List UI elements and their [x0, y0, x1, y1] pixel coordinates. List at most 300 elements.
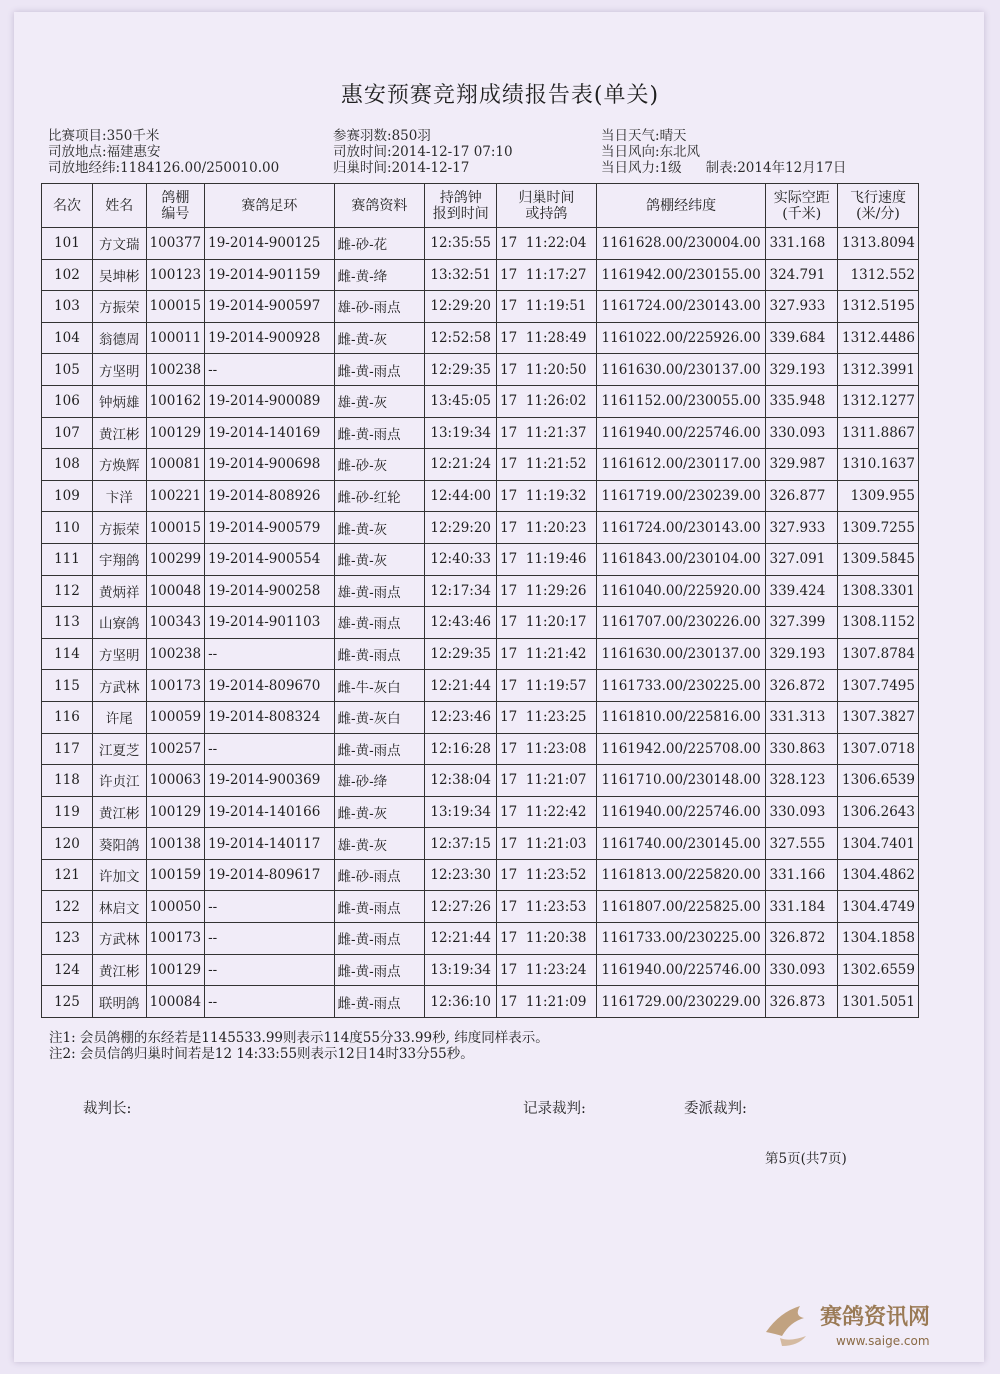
table-cell: 17 11:21:09	[497, 986, 597, 1018]
table-cell: 17 11:20:17	[497, 607, 597, 639]
table-cell: 326.872	[766, 923, 837, 955]
table-cell: 116	[42, 701, 93, 733]
table-cell: 19-2014-901159	[205, 259, 334, 291]
table-cell: 12:29:35	[425, 354, 497, 386]
table-header-row	[42, 184, 919, 228]
table-cell: 黄江彬	[92, 417, 146, 449]
table-cell: 110	[42, 512, 93, 544]
table-cell: 326.872	[766, 670, 837, 702]
table-cell: 331.313	[766, 701, 837, 733]
table-cell: 331.184	[766, 891, 837, 923]
table-cell: 雄-黄-灰	[334, 385, 425, 417]
table-cell: 雌-黄-雨点	[334, 354, 425, 386]
table-cell: 1306.6539	[837, 765, 918, 797]
table-cell: 112	[42, 575, 93, 607]
table-cell: 宇翔鸽	[92, 543, 146, 575]
table-cell: 108	[42, 449, 93, 481]
table-cell: 卞洋	[92, 480, 146, 512]
table-cell: 100162	[146, 385, 205, 417]
table-cell: 1161612.00/230117.00	[596, 449, 766, 481]
table-cell: 19-2014-140169	[205, 417, 334, 449]
table-cell: 黄江彬	[92, 954, 146, 986]
table-cell: 1161813.00/225820.00	[596, 859, 766, 891]
table-cell: 13:19:34	[425, 796, 497, 828]
table-row	[42, 670, 919, 702]
table-cell: 105	[42, 354, 93, 386]
info-item: 参赛羽数:850羽	[333, 128, 431, 144]
table-cell: 方坚明	[92, 638, 146, 670]
table-cell: 雌-黄-灰	[334, 512, 425, 544]
table-cell: 1308.3301	[837, 575, 918, 607]
table-cell: 100343	[146, 607, 205, 639]
table-cell: 19-2014-808926	[205, 480, 334, 512]
table-row	[42, 575, 919, 607]
table-row	[42, 954, 919, 986]
watermark-url: www.saige.com	[836, 1334, 930, 1348]
table-row	[42, 607, 919, 639]
watermark-logo	[760, 1290, 960, 1356]
table-cell: 13:32:51	[425, 259, 497, 291]
table-cell: 100129	[146, 954, 205, 986]
table-cell: 113	[42, 607, 93, 639]
table-cell: 114	[42, 638, 93, 670]
table-cell: 100129	[146, 417, 205, 449]
table-cell: 100138	[146, 828, 205, 860]
table-cell: 12:35:55	[425, 228, 497, 260]
table-cell: 120	[42, 828, 93, 860]
table-cell: 17 11:20:38	[497, 923, 597, 955]
table-cell: 联明鸽	[92, 986, 146, 1018]
table-cell: 330.093	[766, 417, 837, 449]
table-cell: 19-2014-900597	[205, 291, 334, 323]
table-cell: 328.123	[766, 765, 837, 797]
table-cell: 1313.8094	[837, 228, 918, 260]
table-cell: 17 11:29:26	[497, 575, 597, 607]
info-item: 司放地经纬:1184126.00/250010.00	[48, 160, 280, 176]
table-cell: 17 11:21:42	[497, 638, 597, 670]
info-column-1	[48, 128, 279, 176]
table-cell: 12:44:00	[425, 480, 497, 512]
table-cell: 12:21:44	[425, 923, 497, 955]
table-cell: 1312.5195	[837, 291, 918, 323]
info-column-2	[333, 128, 513, 176]
table-cell: 1312.1277	[837, 385, 918, 417]
table-cell: 19-2014-900928	[205, 322, 334, 354]
table-cell: 17 11:21:03	[497, 828, 597, 860]
table-cell: 1307.0718	[837, 733, 918, 765]
info-item: 司放时间:2014-12-17 07:10	[333, 144, 513, 160]
table-row	[42, 733, 919, 765]
table-cell: 1161152.00/230055.00	[596, 385, 766, 417]
table-cell: 117	[42, 733, 93, 765]
table-cell: 1161940.00/225746.00	[596, 796, 766, 828]
table-cell: 1302.6559	[837, 954, 918, 986]
table-cell: 19-2014-808324	[205, 701, 334, 733]
table-cell: 方振荣	[92, 512, 146, 544]
table-cell: 12:37:15	[425, 828, 497, 860]
table-cell: 雄-黄-雨点	[334, 575, 425, 607]
table-cell: 1161729.00/230229.00	[596, 986, 766, 1018]
table-cell: 100299	[146, 543, 205, 575]
table-cell: 1161807.00/225825.00	[596, 891, 766, 923]
table-cell: 雌-黄-灰白	[334, 701, 425, 733]
table-cell: 12:21:24	[425, 449, 497, 481]
table-cell: 12:29:20	[425, 291, 497, 323]
table-cell: 103	[42, 291, 93, 323]
table-cell: 17 11:19:51	[497, 291, 597, 323]
table-cell: 1161040.00/225920.00	[596, 575, 766, 607]
table-cell: 326.873	[766, 986, 837, 1018]
table-cell: 1161022.00/225926.00	[596, 322, 766, 354]
table-cell: 109	[42, 480, 93, 512]
table-cell: 1161740.00/230145.00	[596, 828, 766, 860]
table-cell: 100015	[146, 291, 205, 323]
table-cell: 19-2014-140117	[205, 828, 334, 860]
table-cell: 1304.4749	[837, 891, 918, 923]
table-row	[42, 986, 919, 1018]
table-cell: --	[205, 891, 334, 923]
table-cell: 1161733.00/230225.00	[596, 923, 766, 955]
table-cell: 1309.5845	[837, 543, 918, 575]
table-cell: 17 11:21:07	[497, 765, 597, 797]
table-row	[42, 828, 919, 860]
table-cell: --	[205, 986, 334, 1018]
table-cell: 12:43:46	[425, 607, 497, 639]
table-cell: 黄江彬	[92, 796, 146, 828]
results-table	[41, 183, 919, 1018]
table-cell: 雌-黄-灰	[334, 322, 425, 354]
table-cell: 111	[42, 543, 93, 575]
table-cell: 17 11:22:42	[497, 796, 597, 828]
table-cell: 雌-砂-灰	[334, 449, 425, 481]
table-cell: 100081	[146, 449, 205, 481]
table-cell: --	[205, 354, 334, 386]
table-cell: 12:21:44	[425, 670, 497, 702]
table-cell: 1308.1152	[837, 607, 918, 639]
table-cell: 100238	[146, 354, 205, 386]
table-cell: 115	[42, 670, 93, 702]
table-cell: 122	[42, 891, 93, 923]
table-cell: 125	[42, 986, 93, 1018]
table-cell: --	[205, 923, 334, 955]
table-cell: 1161630.00/230137.00	[596, 354, 766, 386]
table-cell: 329.193	[766, 638, 837, 670]
info-item: 当日风向:东北风	[601, 144, 701, 160]
table-cell: 100063	[146, 765, 205, 797]
table-cell: 339.684	[766, 322, 837, 354]
table-cell: 100129	[146, 796, 205, 828]
table-cell: 江夏芝	[92, 733, 146, 765]
table-cell: 1161710.00/230148.00	[596, 765, 766, 797]
table-cell: 19-2014-900579	[205, 512, 334, 544]
table-cell: 17 11:28:49	[497, 322, 597, 354]
table-cell: 102	[42, 259, 93, 291]
table-cell: 104	[42, 322, 93, 354]
table-cell: 12:23:46	[425, 701, 497, 733]
table-cell: 1312.4486	[837, 322, 918, 354]
table-row	[42, 385, 919, 417]
table-cell: 19-2014-901103	[205, 607, 334, 639]
table-cell: 方武林	[92, 670, 146, 702]
table-cell: 100257	[146, 733, 205, 765]
table-cell: 雌-黄-雨点	[334, 417, 425, 449]
table-cell: 1161719.00/230239.00	[596, 480, 766, 512]
table-cell: 雌-黄-雨点	[334, 986, 425, 1018]
table-cell: 1161707.00/230226.00	[596, 607, 766, 639]
table-cell: 12:17:34	[425, 575, 497, 607]
table-cell: 1307.7495	[837, 670, 918, 702]
table-row	[42, 322, 919, 354]
table-cell: 106	[42, 385, 93, 417]
table-cell: 雌-黄-雨点	[334, 638, 425, 670]
table-cell: 100238	[146, 638, 205, 670]
table-cell: 17 11:23:08	[497, 733, 597, 765]
appointed-referee-label: 委派裁判:	[684, 1101, 747, 1117]
table-cell: 121	[42, 859, 93, 891]
table-cell: 335.948	[766, 385, 837, 417]
table-cell: 100084	[146, 986, 205, 1018]
table-cell: 1161940.00/225746.00	[596, 417, 766, 449]
table-cell: 方坚明	[92, 354, 146, 386]
table-cell: 12:29:35	[425, 638, 497, 670]
table-cell: 1306.2643	[837, 796, 918, 828]
table-cell: 17 11:23:53	[497, 891, 597, 923]
table-cell: 1161942.00/225708.00	[596, 733, 766, 765]
watermark-name: 赛鸽资讯网	[820, 1305, 931, 1330]
table-cell: 100048	[146, 575, 205, 607]
table-row	[42, 638, 919, 670]
table-cell: 100159	[146, 859, 205, 891]
table-cell: 100011	[146, 322, 205, 354]
column-header: 鸽棚经纬度	[596, 184, 766, 228]
table-cell: 雌-黄-雨点	[334, 954, 425, 986]
table-cell: 107	[42, 417, 93, 449]
page-number: 第5页(共7页)	[765, 1151, 847, 1167]
table-cell: 1161733.00/230225.00	[596, 670, 766, 702]
table-cell: 17 11:23:52	[497, 859, 597, 891]
table-cell: 17 11:19:46	[497, 543, 597, 575]
table-cell: 1161942.00/230155.00	[596, 259, 766, 291]
table-cell: 12:16:28	[425, 733, 497, 765]
table-row	[42, 449, 919, 481]
table-cell: 17 11:20:50	[497, 354, 597, 386]
table-cell: 19-2014-809617	[205, 859, 334, 891]
note-2: 注2: 会员信鸽归巢时间若是12 14:33:55则表示12日14时33分55秒。	[49, 1046, 474, 1062]
table-cell: 雌-砂-雨点	[334, 859, 425, 891]
table-row	[42, 701, 919, 733]
table-row	[42, 765, 919, 797]
table-cell: 101	[42, 228, 93, 260]
table-cell: 1301.5051	[837, 986, 918, 1018]
table-cell: 1311.8867	[837, 417, 918, 449]
chief-referee-label: 裁判长:	[83, 1101, 132, 1117]
table-cell: 雌-黄-灰	[334, 796, 425, 828]
column-header: 鸽棚 编号	[146, 184, 205, 228]
table-cell: 翁德周	[92, 322, 146, 354]
info-item: 司放地点:福建惠安	[48, 144, 161, 160]
note-1: 注1: 会员鸽棚的东经若是1145533.99则表示114度55分33.99秒, 纬度同样表示。	[49, 1030, 549, 1046]
made-date: 2014年12月17日	[737, 160, 847, 176]
table-cell: 1161630.00/230137.00	[596, 638, 766, 670]
table-cell: 山寮鸽	[92, 607, 146, 639]
table-cell: 100173	[146, 670, 205, 702]
table-cell: 钟炳雄	[92, 385, 146, 417]
table-cell: 许加文	[92, 859, 146, 891]
table-cell: 19-2014-900125	[205, 228, 334, 260]
table-cell: 12:40:33	[425, 543, 497, 575]
table-cell: 1161724.00/230143.00	[596, 291, 766, 323]
table-cell: 12:23:30	[425, 859, 497, 891]
table-cell: 12:52:58	[425, 322, 497, 354]
table-cell: 329.987	[766, 449, 837, 481]
table-cell: 19-2014-900258	[205, 575, 334, 607]
table-cell: 雄-黄-雨点	[334, 607, 425, 639]
column-header: 归巢时间 或持鸽	[497, 184, 597, 228]
pigeon-icon	[760, 1292, 820, 1352]
table-cell: 雄-黄-灰	[334, 828, 425, 860]
column-header: 赛鸽足环	[205, 184, 334, 228]
table-cell: 118	[42, 765, 93, 797]
table-cell: 12:36:10	[425, 986, 497, 1018]
table-cell: 326.877	[766, 480, 837, 512]
column-header: 赛鸽资料	[334, 184, 425, 228]
table-cell: 123	[42, 923, 93, 955]
table-cell: 雌-黄-雨点	[334, 733, 425, 765]
table-cell: 雌-砂-花	[334, 228, 425, 260]
table-cell: 327.399	[766, 607, 837, 639]
table-cell: 17 11:21:52	[497, 449, 597, 481]
table-row	[42, 796, 919, 828]
table-row	[42, 512, 919, 544]
table-cell: 100015	[146, 512, 205, 544]
info-item: 比赛项目:350千米	[48, 128, 160, 144]
made-label: 制表:	[705, 160, 738, 176]
column-header: 姓名	[92, 184, 146, 228]
table-cell: 葵阳鸽	[92, 828, 146, 860]
table-cell: --	[205, 954, 334, 986]
table-cell: 黄炳祥	[92, 575, 146, 607]
table-cell: 327.555	[766, 828, 837, 860]
table-row	[42, 859, 919, 891]
table-cell: 1304.7401	[837, 828, 918, 860]
table-cell: 方振荣	[92, 291, 146, 323]
table-cell: 雌-牛-灰白	[334, 670, 425, 702]
table-cell: 林启文	[92, 891, 146, 923]
info-item: 当日天气:晴天	[601, 128, 687, 144]
table-cell: 100173	[146, 923, 205, 955]
table-cell: 雄-砂-绛	[334, 765, 425, 797]
table-cell: --	[205, 733, 334, 765]
table-cell: --	[205, 638, 334, 670]
table-row	[42, 480, 919, 512]
table-cell: 324.791	[766, 259, 837, 291]
table-row	[42, 228, 919, 260]
table-cell: 1312.552	[837, 259, 918, 291]
table-cell: 330.093	[766, 954, 837, 986]
column-header: 实际空距 (千米)	[766, 184, 837, 228]
table-row	[42, 417, 919, 449]
table-cell: 雄-砂-雨点	[334, 291, 425, 323]
table-cell: 327.933	[766, 291, 837, 323]
info-item: 归巢时间:2014-12-17	[333, 160, 470, 176]
table-cell: 方焕辉	[92, 449, 146, 481]
notes	[49, 1030, 549, 1062]
table-cell: 100221	[146, 480, 205, 512]
table-cell: 1309.7255	[837, 512, 918, 544]
table-cell: 329.193	[766, 354, 837, 386]
column-header: 持鸽钟 报到时间	[425, 184, 497, 228]
table-cell: 100059	[146, 701, 205, 733]
table-cell: 方武林	[92, 923, 146, 955]
column-header: 飞行速度 (米/分)	[837, 184, 918, 228]
table-cell: 331.168	[766, 228, 837, 260]
table-row	[42, 543, 919, 575]
table-cell: 1310.1637	[837, 449, 918, 481]
table-cell: 327.091	[766, 543, 837, 575]
table-cell: 100050	[146, 891, 205, 923]
table-cell: 1307.3827	[837, 701, 918, 733]
table-cell: 雌-黄-雨点	[334, 923, 425, 955]
table-cell: 330.863	[766, 733, 837, 765]
report-title: 惠安预赛竞翔成绩报告表(单关)	[340, 83, 660, 108]
table-cell: 330.093	[766, 796, 837, 828]
table-cell: 17 11:23:24	[497, 954, 597, 986]
table-cell: 19-2014-809670	[205, 670, 334, 702]
table-cell: 方文瑞	[92, 228, 146, 260]
table-cell: 17 11:20:23	[497, 512, 597, 544]
column-header: 名次	[42, 184, 93, 228]
table-cell: 许尾	[92, 701, 146, 733]
table-row	[42, 923, 919, 955]
table-cell: 100123	[146, 259, 205, 291]
table-cell: 19-2014-900369	[205, 765, 334, 797]
table-cell: 327.933	[766, 512, 837, 544]
table-cell: 13:45:05	[425, 385, 497, 417]
table-row	[42, 259, 919, 291]
table-cell: 17 11:26:02	[497, 385, 597, 417]
table-cell: 12:38:04	[425, 765, 497, 797]
table-cell: 17 11:23:25	[497, 701, 597, 733]
table-cell: 17 11:17:27	[497, 259, 597, 291]
table-cell: 19-2014-140166	[205, 796, 334, 828]
table-cell: 124	[42, 954, 93, 986]
table-cell: 雌-黄-雨点	[334, 891, 425, 923]
table-cell: 17 11:21:37	[497, 417, 597, 449]
table-cell: 17 11:22:04	[497, 228, 597, 260]
table-row	[42, 891, 919, 923]
info-item: 当日风力:1级 制表:2014年12月17日	[601, 160, 847, 176]
table-cell: 1304.4862	[837, 859, 918, 891]
table-cell: 1161724.00/230143.00	[596, 512, 766, 544]
table-cell: 1161843.00/230104.00	[596, 543, 766, 575]
table-cell: 1161810.00/225816.00	[596, 701, 766, 733]
table-cell: 1309.955	[837, 480, 918, 512]
table-cell: 1161628.00/230004.00	[596, 228, 766, 260]
table-cell: 100377	[146, 228, 205, 260]
table-cell: 17 11:19:57	[497, 670, 597, 702]
table-cell: 12:27:26	[425, 891, 497, 923]
table-cell: 331.166	[766, 859, 837, 891]
table-cell: 13:19:34	[425, 954, 497, 986]
table-cell: 许贞江	[92, 765, 146, 797]
table-cell: 17 11:19:32	[497, 480, 597, 512]
table-cell: 吴坤彬	[92, 259, 146, 291]
table-row	[42, 354, 919, 386]
table-cell: 雌-砂-红轮	[334, 480, 425, 512]
table-cell: 1304.1858	[837, 923, 918, 955]
table-cell: 339.424	[766, 575, 837, 607]
table-cell: 1307.8784	[837, 638, 918, 670]
